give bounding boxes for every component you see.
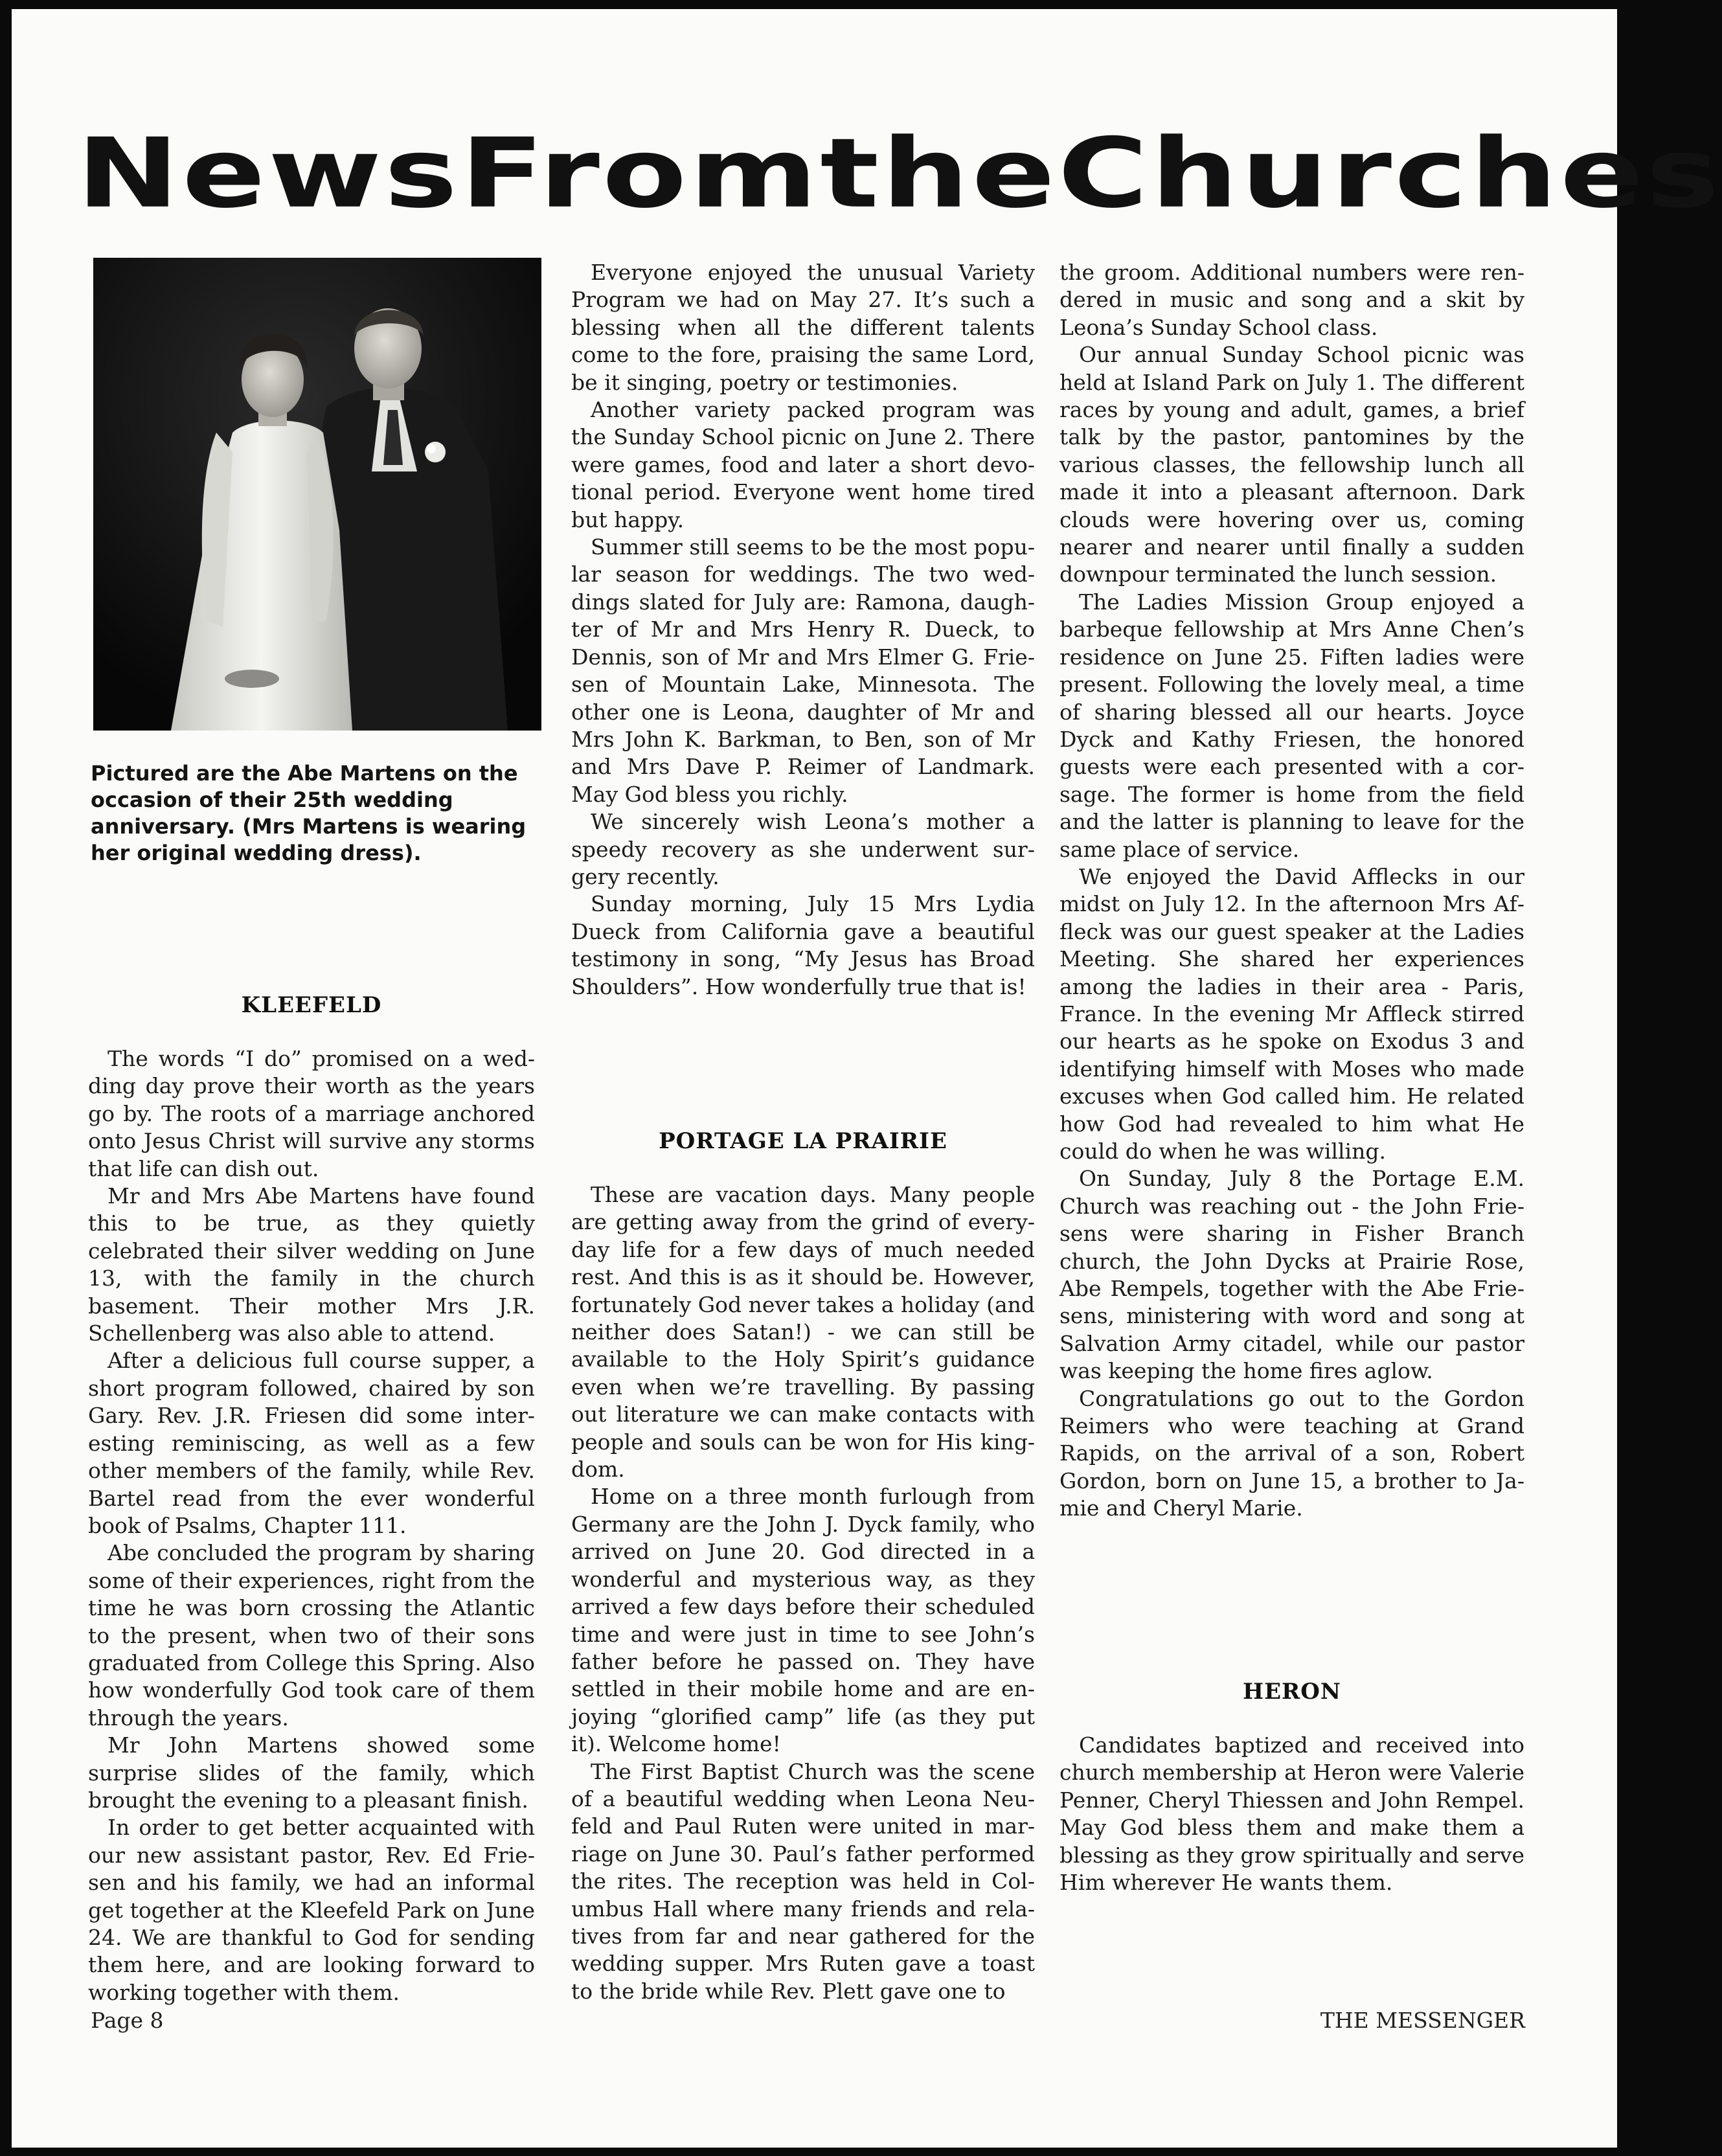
article-paragraph: After a delicious full course supper, a short program followed, chaired by son Gary. Rev. J.R. Friesen did some interesting reminiscing, as well as a few other members of the family, while Rev. Bartel read from the ever wonderful book of Psalms, Chapter 111. bbox=[88, 1348, 535, 1538]
photo-caption: Pictured are the Abe Martens on the occasion of their 25th wedding anniversary. (Mrs Martens is wearing her original wedding dress). bbox=[91, 761, 527, 865]
article-paragraph: The First Baptist Church was the scene of a beautiful wedding when Leona Neufeld and Paul Ruten were united in marriage on June 30. Paul’s father performed the rites. The reception was held in Columbus Hall where many friends and relatives from far and near gathered for the wedding supper. Mrs Ruten gave a toast to the bride while Rev. Plett gave one to bbox=[571, 1758, 1035, 2004]
article-paragraph: Another variety packed program was the Sunday School picnic on June 2. There were games, food and later a short devotional period. Everyone went home tired but happy. bbox=[571, 397, 1035, 532]
title-word: the bbox=[820, 117, 1058, 229]
kleefeld-article-part-2 bbox=[571, 259, 1035, 1001]
section-heading-heron: HERON bbox=[1243, 1679, 1341, 1705]
article-paragraph: On Sunday, July 8 the Portage E.M. Church was reaching out - the John Friesens were sharing in Fisher Branch church, the John Dycks at Prairie Rose, Abe Rempels, together with the Abe Friesens, ministering with word and song at Salvation Army citadel, while our pastor was keeping the home fires aglow. bbox=[1059, 1166, 1524, 1384]
article-paragraph: In order to get better acquainted with our new assistant pastor, Rev. Ed Friesen and his family, we had an informal get together at the Kleefeld Park on June 24. We are thankful to God for sending them here, and are looking forward to working together with them. bbox=[88, 1815, 535, 2005]
newspaper-page bbox=[12, 9, 1722, 2148]
article-paragraph: Candidates baptized and received into church membership at Heron were Valerie Penner, Cheryl Thiessen and John Rempel. May God bless them and make them a blessing as they grow spiritually and serve Him wherever He wants them. bbox=[1059, 1732, 1524, 1896]
anniversary-photo bbox=[93, 258, 541, 731]
article-paragraph: Home on a three month furlough from Germany are the John J. Dyck family, who arrived on June 20. God directed in a wonderful and mysterious way, as they arrived a few days before their scheduled time and were just in time to see John’s father before he passed on. They have settled in their mobile home and are enjoying “glorified camp” life (as they put it). Welcome home! bbox=[571, 1484, 1035, 1757]
section-heading-portage-la-prairie: PORTAGE LA PRAIRIE bbox=[659, 1128, 947, 1154]
kleefeld-article-part-1 bbox=[88, 1045, 535, 2006]
page-title bbox=[76, 117, 1722, 229]
section-heading-kleefeld: KLEEFELD bbox=[241, 992, 382, 1018]
page-number: Page 8 bbox=[91, 2008, 164, 2033]
article-paragraph: Our annual Sunday School picnic was held at Island Park on July 1. The different races by young and adult, games, a brief talk by the pastor, pantomines by the various classes, the fellowship lunch all made it into a pleasant afternoon. Dark clouds were hovering over us, coming nearer and nearer until finally a sudden downpour terminated the lunch session. bbox=[1059, 342, 1524, 587]
article-paragraph: We sincerely wish Leona’s mother a speedy recovery as she underwent surgery recently. bbox=[571, 809, 1035, 889]
publication-name: THE MESSENGER bbox=[1320, 2008, 1525, 2033]
article-paragraph: The words “I do” promised on a wedding day prove their worth as the years go by. The roots of a marriage anchored onto Jesus Christ will survive any storms that life can dish out. bbox=[88, 1046, 535, 1181]
article-paragraph: Mr John Martens showed some surprise slides of the family, which brought the evening to a pleasant finish. bbox=[88, 1732, 535, 1813]
article-paragraph: Everyone enjoyed the unusual Variety Program we had on May 27. It’s such a blessing when all the different talents come to the fore, praising the same Lord, be it singing, poetry or testimonies. bbox=[571, 260, 1035, 395]
title-word: News bbox=[76, 117, 460, 229]
article-paragraph: the groom. Additional numbers were rendered in music and song and a skit by Leona’s Sunday School class. bbox=[1059, 260, 1524, 340]
article-paragraph: Congratulations go out to the Gordon Reimers who were teaching at Grand Rapids, on the arrival of a son, Robert Gordon, born on June 15, a brother to Jamie and Cheryl Marie. bbox=[1059, 1385, 1524, 1521]
article-paragraph: The Ladies Mission Group enjoyed a barbeque fellowship at Mrs Anne Chen’s residence on June 25. Fiften ladies were present. Following the lovely meal, a time of sharing blessed all our hearts. Joyce Dyck and Kathy Friesen, the honored guests were each presented with a corsage. The former is home from the field and the latter is planning to leave for the same place of service. bbox=[1059, 589, 1524, 862]
article-paragraph: Mr and Mrs Abe Martens have found this to be true, as they quietly celebrated their silver wedding on June 13, with the family in the church basement. Their mother Mrs J.R. Schellenberg was also able to attend. bbox=[88, 1183, 535, 1346]
article-paragraph: We enjoyed the David Afflecks in our midst on July 12. In the afternoon Mrs Affleck was our guest speaker at the Ladies Meeting. She shared her experiences among the ladies in their area - Paris, France. In the evening Mr Affleck stirred our hearts as he spoke on Exodus 3 and identifying himself with Moses who made excuses when God called him. He related how God had revealed to him what He could do when he was willing. bbox=[1059, 863, 1524, 1164]
couple-photo-image bbox=[93, 258, 541, 731]
article-paragraph: Sunday morning, July 15 Mrs Lydia Dueck from California gave a beautiful testimony in song, “My Jesus has Broad Shoulders”. How wonderfully true that is! bbox=[571, 891, 1035, 999]
article-paragraph: These are vacation days. Many people are getting away from the grind of everyday life for a few days of much needed rest. And this is as it should be. However, fortunately God never takes a holiday (and neither does Satan!) - we can still be available to the Holy Spirit’s guidance even when we’re travelling. By passing out literature we can make contacts with people and souls can be won for His kingdom. bbox=[571, 1182, 1035, 1482]
title-word: From bbox=[460, 117, 821, 229]
heron-article bbox=[1059, 1732, 1524, 1896]
portage-article-part-2 bbox=[1059, 259, 1524, 1523]
article-paragraph: Summer still seems to be the most popular season for weddings. The two weddings slated for July are: Ramona, daughter of Mr and Mrs Henry R. Dueck, to Dennis, son of Mr and Mrs Elmer G. Friesen of Mountain Lake, Minnesota. The other one is Leona, daughter of Mr and Mrs John K. Barkman, to Ben, son of Mr and Mrs Dave P. Reimer of Landmark. May God bless you richly. bbox=[571, 534, 1035, 807]
portage-article-part-1 bbox=[571, 1181, 1035, 2005]
title-word: Churches bbox=[1058, 117, 1722, 229]
article-paragraph: Abe concluded the program by sharing some of their experiences, right from the time he was born crossing the Atlantic to the present, when two of their sons graduated from College this Spring. Also how wonderfully God took care of them through the years. bbox=[88, 1540, 535, 1730]
